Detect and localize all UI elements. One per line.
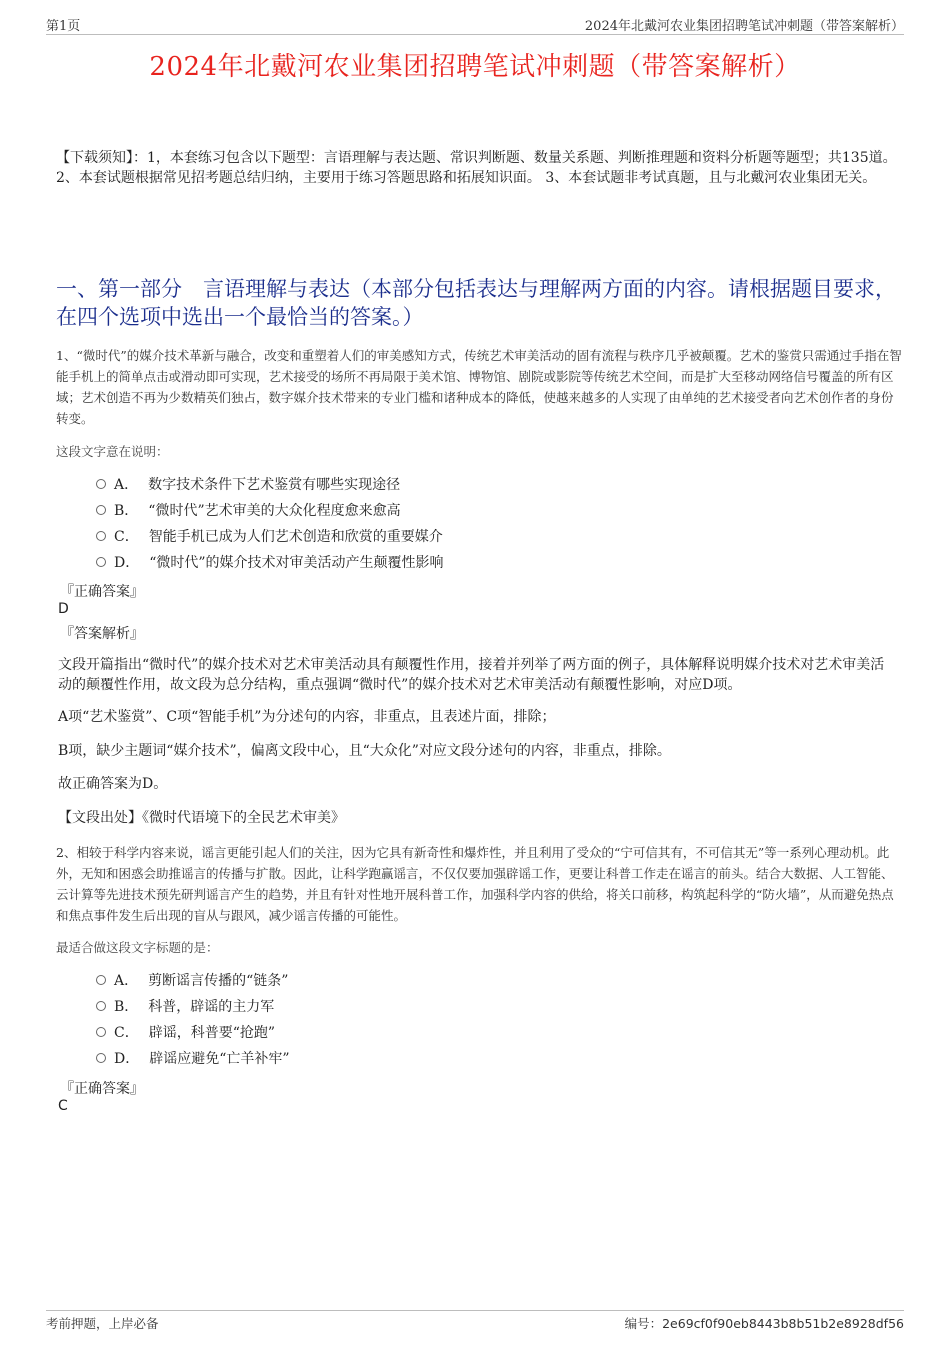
q2-option-a[interactable]: A． 剪断谣言传播的“链条”: [96, 971, 288, 991]
q2-option-b[interactable]: B． 科普，辟谣的主力军: [96, 997, 274, 1017]
question-1-prompt: 这段文字意在说明：: [56, 444, 169, 459]
q1-option-b[interactable]: B． “微时代”艺术审美的大众化程度愈来愈高: [96, 501, 401, 521]
radio-icon[interactable]: [96, 1053, 106, 1063]
section-heading: 一、第一部分 言语理解与表达（本部分包括表达与理解两方面的内容。请根据题目要求，在四个选项中选出一个最恰当的答案。）: [56, 277, 896, 329]
download-notice: 【下载须知】：1，本套练习包含以下题型：言语理解与表达题、常识判断题、数量关系题、判断推理题和资料分析题等题型；共135道。 2、本套试题根据常见招考题总结归纳，主要用于练习答题思路和拓展知识面。 3、本套试题非考试真题，且与北戴河农业集团无关。: [56, 150, 897, 186]
question-2-prompt: 最适合做这段文字标题的是：: [56, 940, 219, 955]
q1-source: 【文段出处】《微时代语境下的全民艺术审美》: [58, 810, 345, 826]
q2-option-c[interactable]: C． 辟谣，科普要“抢跑”: [96, 1023, 275, 1043]
q1-analysis-label: 『答案解析』: [60, 626, 144, 642]
page-number: 第1页: [46, 19, 81, 34]
page-header: [46, 14, 904, 35]
radio-icon[interactable]: [96, 479, 106, 489]
radio-icon[interactable]: [96, 975, 106, 985]
q1-answer: D: [58, 601, 69, 617]
q2-answer-label: 『正确答案』: [60, 1081, 144, 1097]
page-footer: [46, 1310, 904, 1331]
q1-option-d[interactable]: D． “微时代”的媒介技术对审美活动产生颠覆性影响: [96, 553, 444, 573]
document-title: 2024年北戴河农业集团招聘笔试冲刺题（带答案解析）: [149, 52, 801, 82]
q1-analysis-paragraph: A项“艺术鉴赏”、C项“智能手机”为分述句的内容，非重点，且表述片面，排除；: [58, 709, 556, 725]
radio-icon[interactable]: [96, 557, 106, 567]
q1-option-c[interactable]: C． 智能手机已成为人们艺术创造和欣赏的重要媒介: [96, 527, 443, 547]
header-doc-title: 2024年北戴河农业集团招聘笔试冲刺题（带答案解析）: [584, 19, 904, 34]
q2-answer: C: [58, 1098, 68, 1114]
q1-analysis-paragraph: 故正确答案为D。: [58, 776, 168, 792]
radio-icon[interactable]: [96, 505, 106, 515]
q1-option-a[interactable]: A． 数字技术条件下艺术鉴赏有哪些实现途径: [96, 475, 400, 495]
footer-slogan: 考前押题，上岸必备: [46, 1316, 159, 1331]
q1-analysis-paragraph: B项，缺少主题词“媒介技术”，偏离文段中心，且“大众化”对应文段分述句的内容，非重点，排除。: [58, 743, 671, 759]
q2-option-d[interactable]: D． 辟谣应避免“亡羊补牢”: [96, 1049, 290, 1069]
radio-icon[interactable]: [96, 1027, 106, 1037]
question-1-text: 1、“微时代”的媒介技术革新与融合，改变和重塑着人们的审美感知方式，传统艺术审美活动的固有流程与秩序几乎被颠覆。艺术的鉴赏只需通过手指在智能手机上的简单点击或滑动即可实现，艺术接受的场所不再局限于美术馆、博物馆、剧院或影院等传统艺术空间，而是扩大至移动网络信号覆盖的所有区域；艺术创造不再为少数精英们独占，数字媒介技术带来的专业门槛和诸种成本的降低，使越来越多的人实现了由单纯的艺术接受者向艺术创作者的身份转变。: [56, 348, 902, 426]
serial-code: 2e69cf0f90eb8443b8b51b2e8928df56: [662, 1316, 904, 1331]
q1-answer-label: 『正确答案』: [60, 584, 144, 600]
footer-serial: [625, 1314, 904, 1332]
radio-icon[interactable]: [96, 1001, 106, 1011]
question-2-text: 2、相较于科学内容来说，谣言更能引起人们的关注，因为它具有新奇性和爆炸性，并且利用了受众的“宁可信其有，不可信其无”等一系列心理动机。此外，无知和困惑会助推谣言的传播与扩散。因此，让科学跑赢谣言，不仅仅要加强辟谣工作，更要让科普工作走在谣言的前头。结合大数据、人工智能、云计算等先进技术预先研判谣言产生的趋势，并且有针对性地开展科普工作，加强科学内容的供给，将关口前移，构筑起科学的“防火墙”，从而避免热点和焦点事件发生后出现的盲从与跟风，减少谣言传播的可能性。: [56, 845, 894, 923]
radio-icon[interactable]: [96, 531, 106, 541]
serial-label: 编号：: [624, 1316, 663, 1331]
q1-analysis-paragraph: 文段开篇指出“微时代”的媒介技术对艺术审美活动具有颠覆性作用，接着并列举了两方面的例子，具体解释说明媒介技术对艺术审美活动的颠覆性作用，故文段为总分结构，重点强调“微时代”的媒介技术对艺术审美活动有颠覆性影响，对应D项。: [58, 657, 885, 693]
